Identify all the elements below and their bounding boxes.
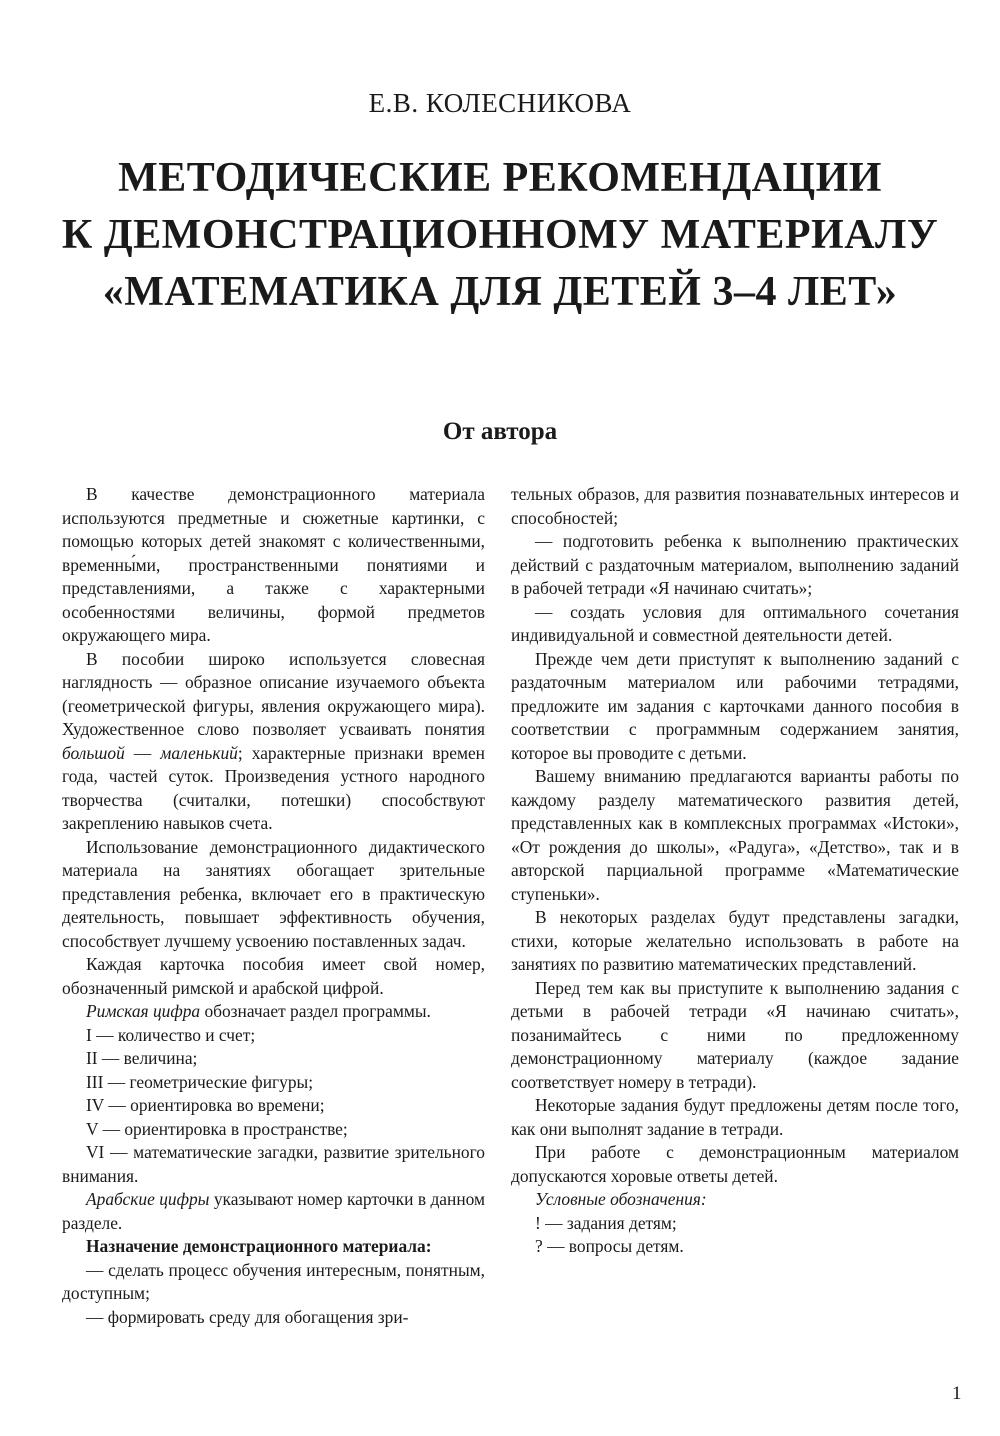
list-item: — формировать среду для обогащения зри-: [86, 1306, 409, 1327]
title-line-3: «МАТЕМАТИКА ДЛЯ ДЕТЕЙ 3–4 ЛЕТ»: [102, 269, 898, 315]
list-item: — сделать процесс обучения интересным, понятным, доступным;: [62, 1259, 485, 1303]
legend-item: ? — вопросы детям.: [535, 1236, 684, 1256]
paragraph: Некоторые задания будут предложены детям после того, как они выполнят задание в тетради.: [511, 1095, 959, 1139]
paragraph: тельных образов, для развития познавательных интересов и способностей;: [511, 484, 959, 528]
paragraph: [62, 648, 485, 836]
page-number: 1: [952, 1383, 962, 1404]
paragraph: Каждая карточка пособия имеет свой номер, обозначенный римской и арабской цифрой.: [62, 954, 485, 998]
italic-term: Римская цифра: [86, 1001, 201, 1021]
text-run: указывают номер карточки в данном разделе.: [62, 1189, 486, 1233]
paragraph: В некоторых разделах будут представлены загадки, стихи, которые желательно использовать в работе на занятиях по развитию математических представлений.: [511, 907, 959, 974]
paragraph: [62, 1188, 485, 1235]
list-item: IV — ориентировка во времени;: [86, 1095, 325, 1115]
paragraph: Использование демонстрационного дидактического материала на занятиях обогащает зрительные представления ребенка, включает его в практическую деятельность, повышает эффективность обучения, способствует лучшему усвоению поставленных задач.: [62, 836, 485, 951]
author-name: Е.В. КОЛЕСНИКОВА: [368, 88, 632, 118]
title-line-1: МЕТОДИЧЕСКИЕ РЕКОМЕНДАЦИИ: [118, 155, 882, 201]
text-run: обозначает раздел программы.: [200, 1001, 431, 1021]
paragraph: Прежде чем дети приступят к выполнению заданий с раздаточным материалом или рабочими тетрадями, предложите им задания с карточками данного пособия в соответствии с программным содержанием занятия, которое вы проводите с детьми.: [511, 648, 959, 763]
list-item: — создать условия для оптимального сочетания индивидуальной и совместной деятельности детей.: [511, 601, 959, 645]
italic-term: маленький: [160, 742, 238, 763]
paragraph: Перед тем как вы приступите к выполнению задания с детьми в рабочей тетради «Я начинаю считать», позанимайтесь с ними по предложенному демонстрационному материалу (каждое задание соответствует номеру в тетради).: [511, 977, 959, 1092]
title-line-2: К ДЕМОНСТРАЦИОННОМУ МАТЕРИАЛУ: [61, 212, 939, 258]
list-item: III — геометрические фигуры;: [86, 1071, 314, 1092]
text-run: ; характерные признаки времен года, частей суток. Произведения устного народного творчества (считалки, потешки) способствуют закреплению навыков счета.: [62, 742, 485, 833]
list-item: I — количество и счет;: [86, 1024, 256, 1045]
paragraph: [62, 1000, 485, 1024]
text-run: —: [124, 742, 161, 763]
right-column: [511, 483, 959, 1259]
italic-term: Арабские цифры: [86, 1189, 210, 1209]
list-item: II — величина;: [86, 1048, 198, 1068]
list-item: — подготовить ребенка к выполнению практических действий с раздаточным материалом, выполнению заданий в рабочей тетради «Я начинаю считать»;: [511, 531, 959, 598]
text-run: В пособии широко используется словесная наглядность — образное описание изучаемого объекта (геометрической фигуры, явления окружающего мира). Художественное слово позволяет усваивать понятия: [62, 648, 485, 739]
legend-heading: Условные обозначения:: [535, 1189, 707, 1209]
paragraph: В качестве демонстрационного материала используются предметные и сюжетные картинки, с помощью которых детей знакомят с количественными, временны́ми, пространственными понятиями и представлениями, а также с характерными особенностями величины, формой предметов окружающего мира.: [62, 484, 485, 645]
list-item: VI — математические загадки, развитие зрительного внимания.: [62, 1142, 485, 1186]
purpose-heading: Назначение демонстрационного материала:: [86, 1236, 432, 1256]
section-heading: От автора: [442, 418, 558, 445]
italic-term: большой: [62, 742, 125, 763]
paragraph: При работе с демонстрационным материалом допускаются хоровые ответы детей.: [511, 1142, 959, 1186]
paragraph: Вашему вниманию предлагаются варианты работы по каждому разделу математического развития детей, представленных как в комплексных программах «Истоки», «От рождения до школы», «Радуга», «Детство», так и в авторской парциальной программе «Математические ступеньки».: [511, 766, 959, 904]
left-column: [62, 483, 485, 1329]
legend-item: ! — задания детям;: [535, 1212, 677, 1233]
page-title: [0, 150, 1000, 321]
list-item: V — ориентировка в пространстве;: [86, 1118, 348, 1139]
